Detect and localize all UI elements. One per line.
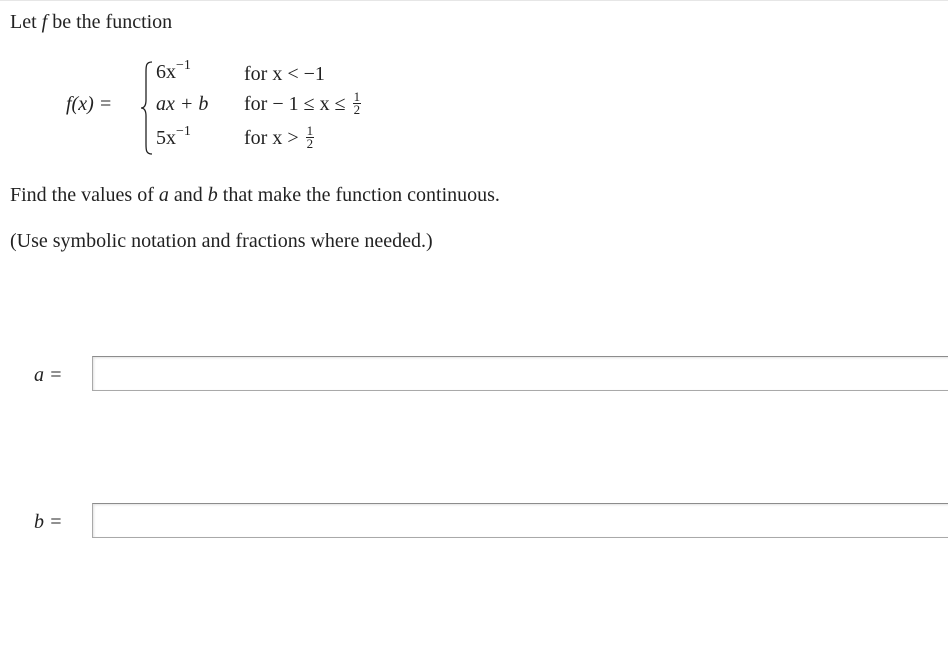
problem-intro — [10, 9, 172, 35]
function-symbol: f — [41, 11, 48, 33]
intro-prefix: Let — [10, 11, 42, 33]
case-1-condition: for x < −1 — [244, 63, 325, 85]
left-brace-icon — [140, 60, 154, 156]
answer-b-input[interactable] — [92, 503, 948, 538]
instruction-text: (Use symbolic notation and fractions where needed.) — [10, 230, 433, 252]
piecewise-function — [60, 58, 480, 158]
case-2-condition: for − 1 ≤ x ≤ $\frac{1}{2}$ — [244, 88, 361, 117]
intro-suffix: be the function — [47, 11, 173, 33]
function-label: f(x) = — [66, 93, 113, 115]
case-3-condition: for x > $\frac{1}{2}$ — [244, 122, 314, 151]
question-text: Find the values of a and b that make the function continuous. — [10, 184, 500, 206]
case-2-expression: ax + b — [156, 93, 209, 115]
variable-a: a — [158, 184, 169, 206]
case-3-expression: $5x^{-1}$ — [156, 124, 191, 149]
case-1-expression: $6x^{-1}$ — [156, 58, 191, 83]
case-2-fraction: $\frac{1}{2}$ — [353, 88, 361, 117]
answer-a-label: a = — [34, 364, 63, 386]
answer-a-input[interactable] — [92, 356, 948, 391]
top-divider — [0, 0, 948, 1]
answer-b-label: b = — [34, 511, 63, 533]
variable-b: b — [207, 184, 218, 206]
case-3-fraction: $\frac{1}{2}$ — [306, 122, 314, 151]
